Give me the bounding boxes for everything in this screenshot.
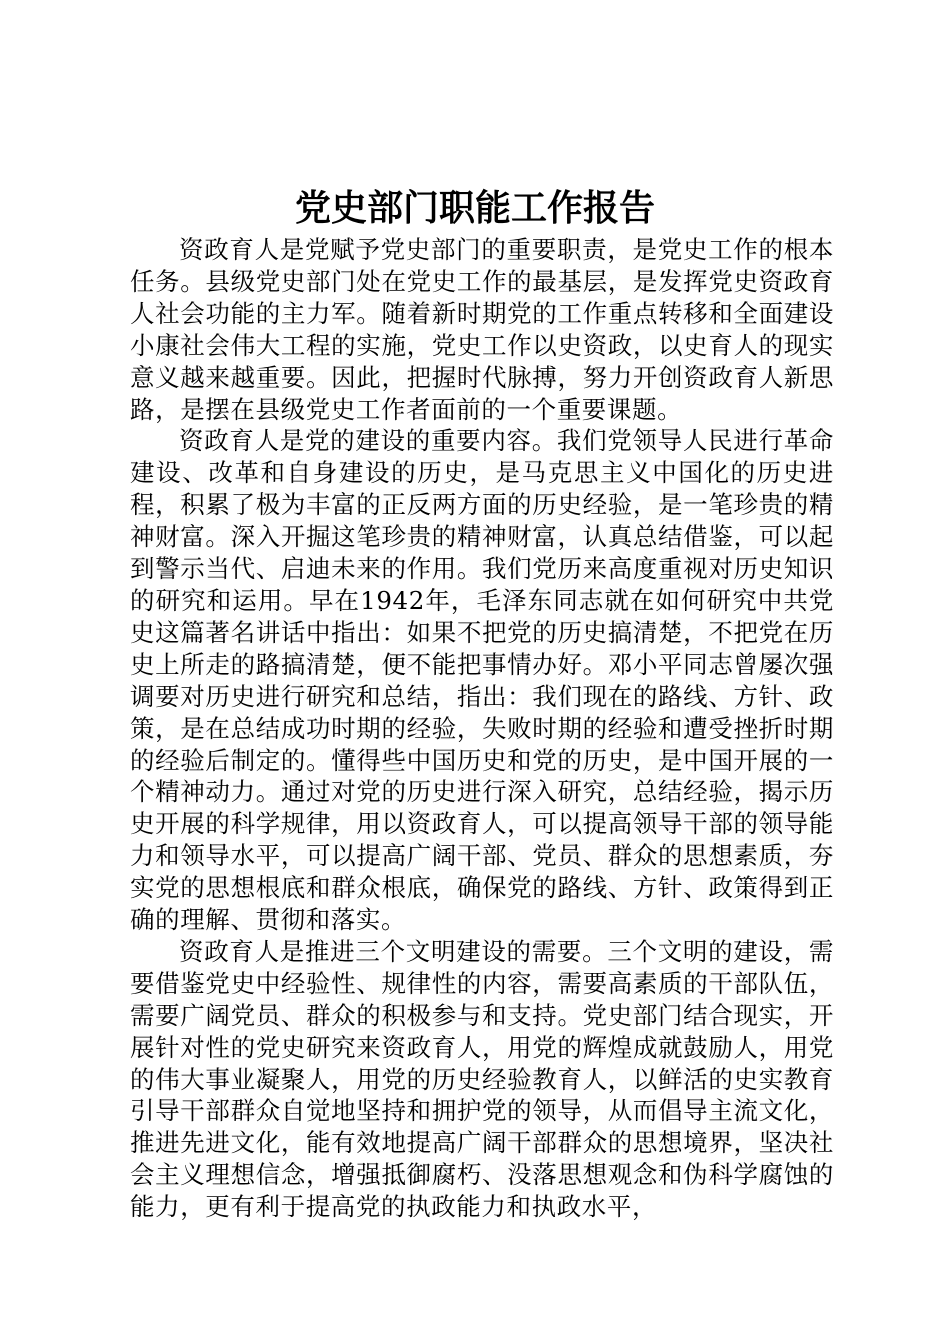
document-body <box>130 234 834 1223</box>
body-paragraph-2: 资政育人是党的建设的重要内容。我们党领导人民进行革命建设、改革和自身建设的历史，是马克思主义中国化的历史进程，积累了极为丰富的正反两方面的历史经验，是一笔珍贵的精神财富。深入开掘这笔珍贵的精神财富，认真总结借鉴，可以起到警示当代、启迪未来的作用。我们党历来高度重视对历史知识的研究和运用。早在1942年，毛泽东同志就在如何研究中共党史这篇著名讲话中指出：如果不把党的历史搞清楚，不把党在历史上所走的路搞清楚，便不能把事情办好。邓小平同志曾屡次强调要对历史进行研究和总结，指出：我们现在的路线、方针、政策，是在总结成功时期的经验，失败时期的经验和遭受挫折时期的经验后制定的。懂得些中国历史和党的历史，是中国开展的一个精神动力。通过对党的历史进行深入研究，总结经验，揭示历史开展的科学规律，用以资政育人，可以提高领导干部的领导能力和领导水平，可以提高广阔干部、党员、群众的思想素质，夯实党的思想根底和群众根底，确保党的路线、方针、政策得到正确的理解、贯彻和落实。 <box>130 426 834 935</box>
body-paragraph-3: 资政育人是推进三个文明建设的需要。三个文明的建设，需要借鉴党史中经验性、规律性的内容，需要高素质的干部队伍，需要广阔党员、群众的积极参与和支持。党史部门结合现实，开展针对性的党史研究来资政育人，用党的辉煌成就鼓励人，用党的伟大事业凝聚人，用党的历史经验教育人，以鲜活的史实教育引导干部群众自觉地坚持和拥护党的领导，从而倡导主流文化，推进先进文化，能有效地提高广阔干部群众的思想境界，坚决社会主义理想信念，增强抵御腐朽、没落思想观念和伪科学腐蚀的能力，更有利于提高党的执政能力和执政水平， <box>130 936 834 1222</box>
document-title: 党史部门职能工作报告 <box>294 187 655 229</box>
body-paragraph-1: 资政育人是党赋予党史部门的重要职责，是党史工作的根本任务。县级党史部门处在党史工作的最基层，是发挥党史资政育人社会功能的主力军。随着新时期党的工作重点转移和全面建设小康社会伟大工程的实施，党史工作以史资政，以史育人的现实意义越来越重要。因此，把握时代脉搏，努力开创资政育人新思路，是摆在县级党史工作者面前的一个重要课题。 <box>130 235 834 424</box>
